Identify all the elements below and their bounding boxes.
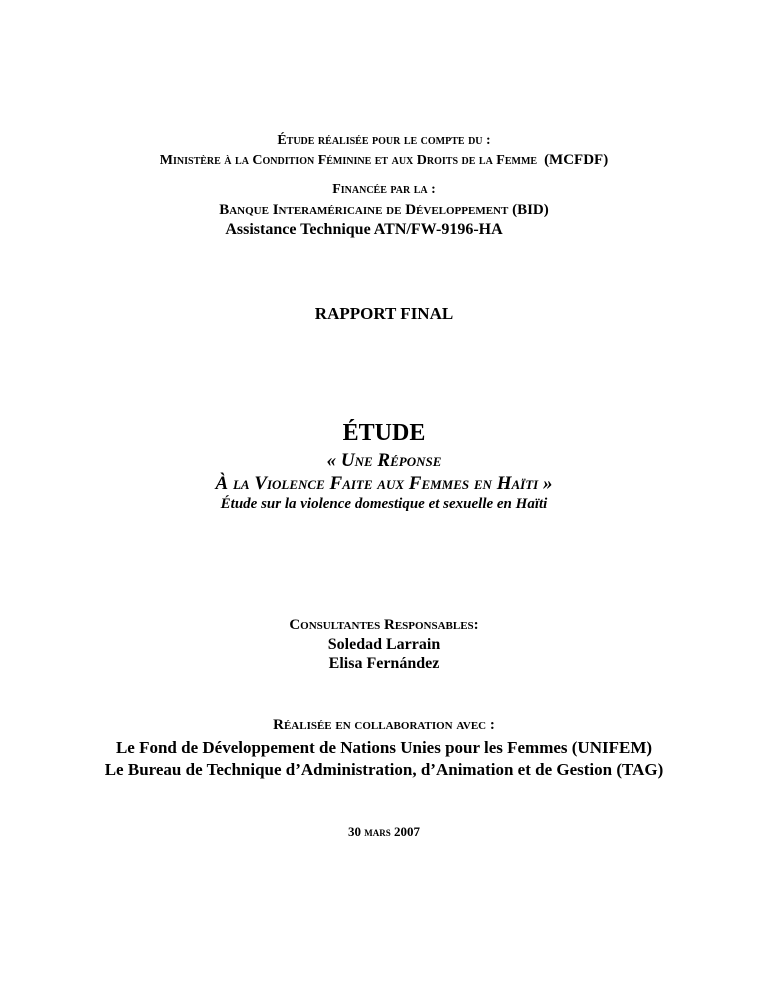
date-month: mars: [364, 824, 391, 839]
collaboration-label: Réalisée en collaboration avec :: [273, 717, 495, 733]
bank-name: Banque Interaméricaine de Développement: [219, 202, 509, 218]
consultants-label: Consultantes Responsables:: [289, 617, 479, 633]
consultant-name: Elisa Fernández: [328, 655, 440, 672]
ministry-acronym: (MCFDF): [544, 152, 609, 168]
report-date: [0, 825, 768, 838]
partner-line: Le Bureau de Technique d’Administration, d’Animation et de Gestion (TAG): [104, 760, 664, 779]
consultant-name: Soledad Larrain: [327, 636, 441, 653]
study-title-line2: À la Violence Faite aux Femmes en Haïti »: [215, 473, 553, 494]
study-for-label: Étude réalisée pour le compte du :: [277, 133, 491, 148]
date-year: 2007: [394, 824, 420, 839]
bank-line: [0, 203, 768, 218]
bank-acronym: (BID): [512, 202, 549, 218]
study-subtitle: Étude sur la violence domestique et sexuelle en Haïti: [220, 496, 548, 512]
ministry-line: [0, 153, 768, 168]
date-day: 30: [348, 824, 361, 839]
study-title-line1: « Une Réponse: [326, 450, 442, 471]
financed-by-label: Financée par la :: [332, 182, 436, 197]
technical-assistance: Assistance Technique ATN/FW-9196-HA: [225, 221, 503, 238]
report-type: RAPPORT FINAL: [314, 304, 454, 323]
ministry-name: Ministère à la Condition Féminine et aux Droits de la Femme: [159, 153, 538, 168]
study-heading: ÉTUDE: [342, 420, 426, 446]
partner-line: Le Fond de Développement de Nations Unies pour les Femmes (UNIFEM): [115, 738, 653, 757]
